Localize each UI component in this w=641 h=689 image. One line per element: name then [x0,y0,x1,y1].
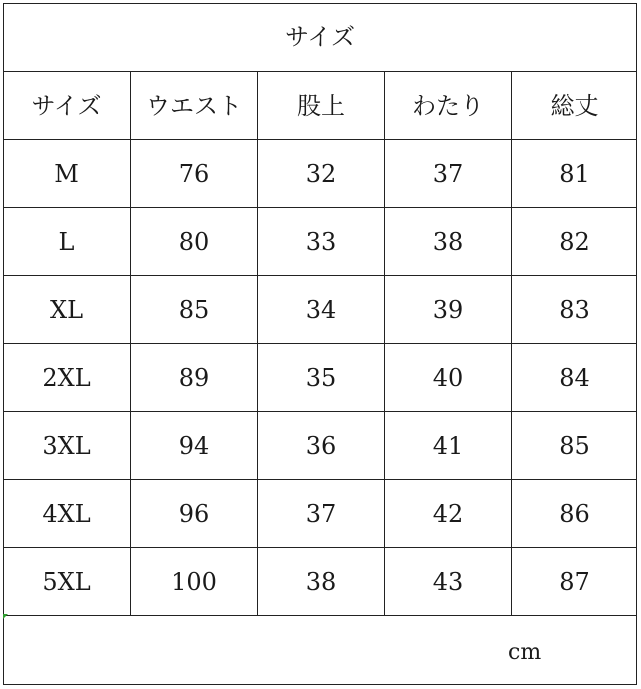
waist-cell: 76 [178,159,210,188]
thigh-cell: 38 [432,227,464,256]
size-cell: 3XL [42,431,91,460]
length-cell: 81 [559,159,590,188]
header-waist: ウエスト [146,91,242,120]
header-length: 総丈 [550,91,599,120]
thigh-cell: 41 [432,431,464,460]
waist-cell: 89 [178,363,210,392]
cell-corner-marker [3,614,8,619]
rise-cell: 35 [305,363,337,392]
waist-cell: 100 [171,567,217,596]
rise-cell: 37 [305,499,337,528]
rise-cell: 33 [305,227,337,256]
header-thigh: わたり [412,91,484,120]
header-rise: 股上 [297,91,345,120]
size-cell: 2XL [42,363,91,392]
rise-cell: 34 [305,295,337,324]
length-cell: 85 [559,431,590,460]
unit-label: cm [508,640,542,665]
header-size: サイズ [31,91,102,120]
thigh-cell: 40 [432,363,464,392]
rise-cell: 32 [305,159,337,188]
thigh-cell: 37 [432,159,464,188]
size-cell: L [58,227,75,256]
length-cell: 82 [559,227,590,256]
length-cell: 83 [559,295,590,324]
size-cell: XL [49,295,84,324]
waist-cell: 94 [178,431,210,460]
thigh-cell: 43 [432,567,464,596]
waist-cell: 85 [178,295,210,324]
size-cell: 5XL [42,567,91,596]
row-divider [3,615,637,616]
length-cell: 84 [559,363,590,392]
thigh-cell: 39 [432,295,464,324]
table-title: サイズ [284,23,356,51]
rise-cell: 38 [305,567,337,596]
rise-cell: 36 [305,431,337,460]
size-cell: M [54,159,79,188]
length-cell: 86 [559,499,590,528]
waist-cell: 80 [178,227,210,256]
waist-cell: 96 [178,499,210,528]
length-cell: 87 [559,567,590,596]
size-cell: 4XL [42,499,91,528]
thigh-cell: 42 [432,499,464,528]
